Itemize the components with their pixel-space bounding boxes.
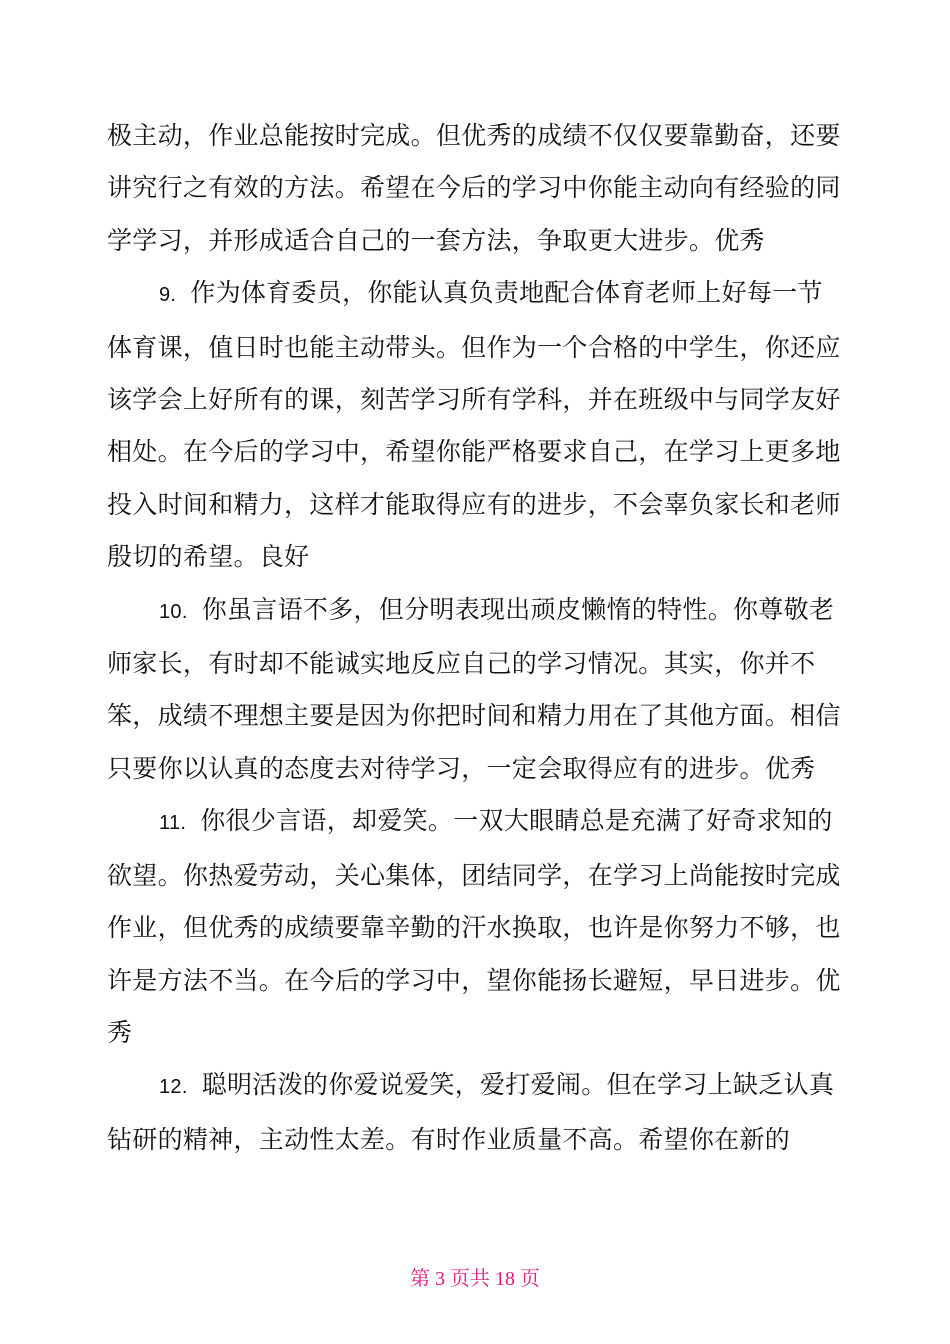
paragraph-text: 极主动，作业总能按时完成。但优秀的成绩不仅仅要靠勤奋，还要讲究行之有效的方法。希望在今后的学习中你能主动向有经验的同学学习，并形成适合自己的一套方法，争取更大进步。优秀 — [107, 121, 841, 255]
paragraph-text: 你很少言语，却爱笑。一双大眼睛总是充满了好奇求知的欲望。你热爱劳动，关心集体，团结同学，在学习上尚能按时完成作业，但优秀的成绩要靠辛勤的汗水换取，也许是你努力不够，也许是方法不当。在今后的学习中，望你能扬长避短，早日进步。优秀 — [107, 806, 841, 1047]
paragraph-text: 你虽言语不多，但分明表现出顽皮懒惰的特性。你尊敬老师家长，有时却不能诚实地反应自己的学习情况。其实，你并不笨，成绩不理想主要是因为你把时间和精力用在了其他方面。相信只要你以认真的态度去对待学习，一定会取得应有的进步。优秀 — [107, 594, 841, 783]
item-number: 10. — [159, 600, 188, 623]
document-body — [107, 110, 842, 1166]
paragraph-item-10 — [107, 584, 842, 796]
paragraph-item-12 — [107, 1059, 842, 1166]
paragraph-item-11 — [107, 795, 842, 1059]
item-number: 11. — [159, 812, 187, 835]
paragraph-continued — [107, 110, 842, 267]
item-number: 9. — [159, 284, 177, 307]
paragraph-text: 作为体育委员，你能认真负责地配合体育老师上好每一节体育课，值日时也能主动带头。但作为一个合格的中学生，你还应该学会上好所有的课，刻苦学习所有学科，并在班级中与同学友好相处。在今后的学习中，希望你能严格要求自己，在学习上更多地投入时间和精力，这样才能取得应有的进步，不会辜负家长和老师殷切的希望。良好 — [107, 278, 841, 572]
item-number: 12. — [159, 1076, 188, 1099]
page-footer — [0, 1262, 950, 1291]
paragraph-text: 聪明活泼的你爱说爱笑，爱打爱闹。但在学习上缺乏认真钻研的精神，主动性太差。有时作业质量不高。希望你在新的 — [107, 1070, 835, 1154]
page-number-label: 第 3 页共 18 页 — [410, 1268, 540, 1290]
paragraph-item-9 — [107, 267, 842, 583]
